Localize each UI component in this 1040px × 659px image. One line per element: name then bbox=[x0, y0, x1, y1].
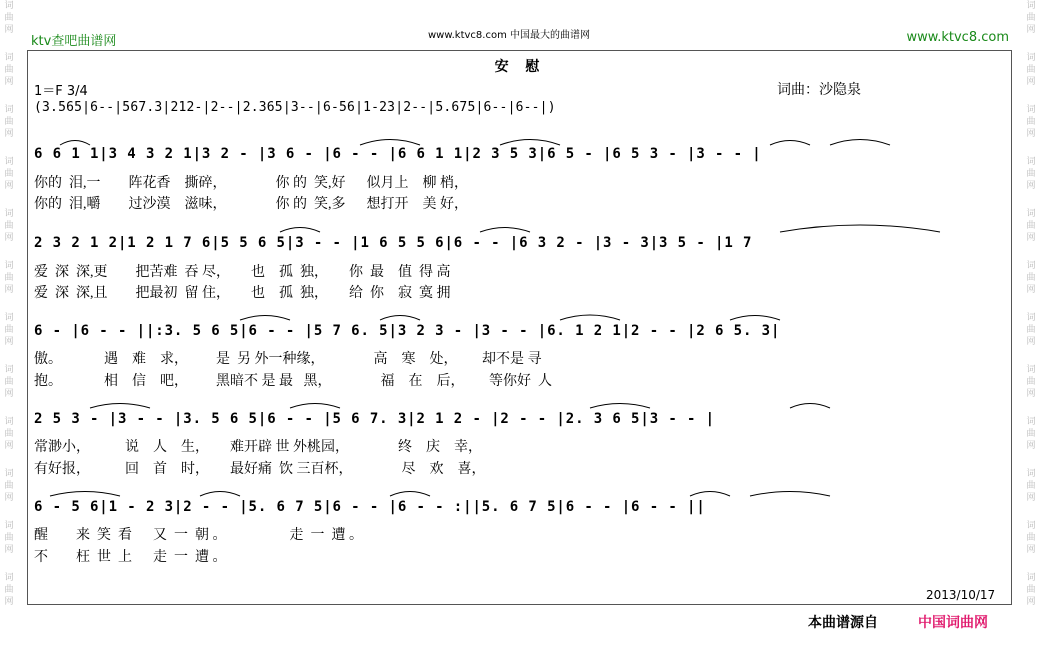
right-watermark-column bbox=[1024, 0, 1038, 659]
key-signature: 1＝F 3/4 bbox=[34, 84, 88, 99]
lyric-line-verse-2: 不 枉 世 上 走 一 遭 。 bbox=[34, 550, 227, 565]
notation-line: 2 3 2 1 2|1 2 1 7 6|5 5 6 5|3 - - |1 6 5 5 6|6 - - |6 3 2 - |3 - 3|3 5 - |1 7 bbox=[34, 235, 753, 251]
lyric-line-verse-1: 常渺小， 说 人 生， 难开辟 世 外桃园， 终 庆 幸， bbox=[34, 440, 482, 455]
watermark-text: 词曲网 bbox=[4, 157, 14, 191]
watermark-text: 词曲网 bbox=[1026, 157, 1036, 191]
watermark-text: 词曲网 bbox=[4, 313, 14, 347]
lyric-line-verse-2: 抱。 相 信 吧， 黑暗不 是 最 黑， 福 在 后， 等你好 人 bbox=[34, 374, 552, 389]
watermark-text: 词曲网 bbox=[4, 261, 14, 295]
left-watermark-column bbox=[2, 0, 16, 659]
lyric-line-verse-1: 傲。 遇 难 求， 是 另 外一种缘， 高 寒 处， 却不是 寻 bbox=[34, 352, 542, 367]
lyric-line-verse-2: 有好报， 回 首 时， 最好痛 饮 三百杯， 尽 欢 喜， bbox=[34, 462, 486, 477]
watermark-text: 词曲网 bbox=[4, 469, 14, 503]
header-left-site[interactable]: ktv查吧曲谱网 bbox=[31, 34, 117, 49]
watermark-text: 词曲网 bbox=[4, 365, 14, 399]
notation-line: 6 - |6 - - ||:3. 5 6 5|6 - - |5 7 6. 5|3 2 3 - |3 - - |6. 1 2 1|2 - - |2 6 5. 3| bbox=[34, 323, 781, 339]
publish-date: 2013/10/17 bbox=[926, 588, 996, 602]
watermark-text: 词曲网 bbox=[4, 105, 14, 139]
lyric-line-verse-1: 爱 深 深,更 把苦难 吞 尽， 也 孤 独， 你 最 值 得 高 bbox=[34, 265, 451, 280]
notation-line: 2 5 3 - |3 - - |3. 5 6 5|6 - - |5 6 7. 3|2 1 2 - |2 - - |2. 3 6 5|3 - - | bbox=[34, 411, 715, 427]
source-site-link[interactable]: 中国词曲网 bbox=[918, 615, 988, 631]
lyric-line-verse-2: 爱 深 深,且 把最初 留 住， 也 孤 独， 给 你 寂 寞 拥 bbox=[34, 286, 451, 301]
lyricist-credit: 词曲：沙隐泉 bbox=[777, 82, 861, 98]
watermark-text: 词曲网 bbox=[1026, 105, 1036, 139]
watermark-text: 词曲网 bbox=[1026, 469, 1036, 503]
source-label: 本曲谱源自 bbox=[808, 615, 878, 631]
watermark-text: 词曲网 bbox=[1026, 53, 1036, 87]
watermark-text: 词曲网 bbox=[1026, 209, 1036, 243]
watermark-text: 词曲网 bbox=[4, 573, 14, 607]
notation-line: 6 6 1 1|3 4 3 2 1|3 2 - |3 6 - |6 - - |6 6 1 1|2 3 5 3|6 5 - |6 5 3 - |3 - - | bbox=[34, 146, 762, 162]
notation-line: 6 - 5 6|1 - 2 3|2 - - |5. 6 7 5|6 - - |6 - - :||5. 6 7 5|6 - - |6 - - || bbox=[34, 499, 706, 515]
header-center-site[interactable]: www.ktvc8.com 中国最大的曲谱网 bbox=[428, 30, 591, 41]
watermark-text: 词曲网 bbox=[4, 1, 14, 35]
header-right-site[interactable]: www.ktvc8.com bbox=[906, 30, 1009, 45]
prelude-line: (3.565|6--|567.3|212-|2--|2.365|3--|6-56|1-23|2--|5.675|6--|6--|) bbox=[34, 100, 556, 115]
watermark-text: 词曲网 bbox=[1026, 417, 1036, 451]
watermark-text: 词曲网 bbox=[1026, 261, 1036, 295]
lyric-line-verse-1: 你的 泪,一 阵花香 撕碎， 你 的 笑,好 似月上 柳 梢， bbox=[34, 176, 468, 191]
watermark-text: 词曲网 bbox=[4, 521, 14, 555]
watermark-text: 词曲网 bbox=[1026, 1, 1036, 35]
lyric-line-verse-2: 你的 泪,嚼 过沙漠 滋味， 你 的 笑,多 想打开 美 好， bbox=[34, 197, 468, 212]
lyric-line-verse-1: 醒 来 笑 看 又 一 朝 。 走 一 遭 。 bbox=[34, 528, 363, 543]
song-title: 安 慰 bbox=[494, 59, 546, 75]
watermark-text: 词曲网 bbox=[1026, 573, 1036, 607]
watermark-text: 词曲网 bbox=[4, 209, 14, 243]
watermark-text: 词曲网 bbox=[4, 417, 14, 451]
watermark-text: 词曲网 bbox=[1026, 313, 1036, 347]
watermark-text: 词曲网 bbox=[1026, 521, 1036, 555]
watermark-text: 词曲网 bbox=[4, 53, 14, 87]
watermark-text: 词曲网 bbox=[1026, 365, 1036, 399]
